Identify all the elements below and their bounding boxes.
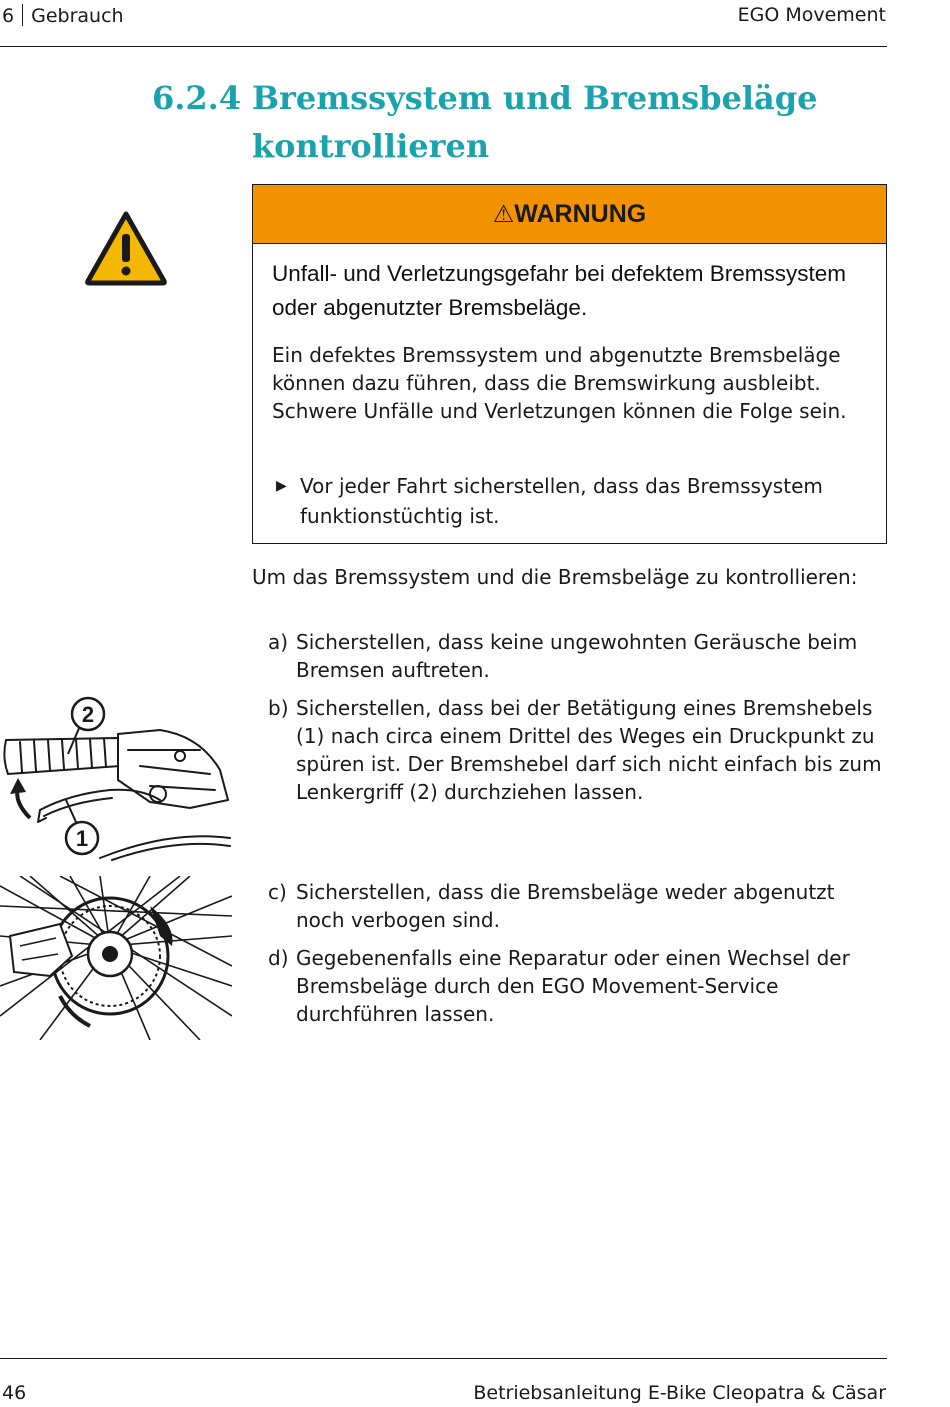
step-text: Gegebenenfalls eine Reparatur oder einen Wechsel der Bremsbeläge durch den EGO Movement-Service durchführen lassen. xyxy=(296,946,850,1026)
document-title: Betriebsanleitung E-Bike Cleopatra & Cäsar xyxy=(473,1382,886,1404)
warning-header xyxy=(253,185,886,244)
step-label: a) xyxy=(268,630,289,654)
page-number: 46 xyxy=(2,1382,27,1404)
step-label: c) xyxy=(268,880,287,904)
warning-box xyxy=(252,184,887,544)
chapter-number: 6 xyxy=(2,5,15,27)
step-text: Sicherstellen, dass die Bremsbeläge weder abgenutzt noch verbogen sind. xyxy=(296,880,835,932)
running-header-left xyxy=(2,4,124,27)
warning-body: Ein defektes Bremssystem und abgenutzte Bremsbeläge können dazu führen, dass die Bremswirkung ausbleibt. Schwere Unfälle und Verletzungen können die Folge sein. xyxy=(272,343,847,423)
callout-2: 2 xyxy=(81,702,95,727)
brand-name: EGO Movement xyxy=(737,4,886,26)
action-arrow-icon: ▶ xyxy=(276,478,287,494)
warning-small-icon: ⚠ xyxy=(492,201,515,228)
step-label: b) xyxy=(268,696,289,720)
footer-rule xyxy=(0,1358,887,1359)
chapter-title: Gebrauch xyxy=(31,5,124,27)
step-text: Sicherstellen, dass bei der Betätigung eines Bremshebels (1) nach circa einem Drittel des Weges ein Druckpunkt zu spüren ist. Der Bremshebel darf sich nicht einfach bis zum Lenkergriff (2) durchziehen lassen. xyxy=(296,696,882,804)
header-rule xyxy=(0,46,887,47)
callout-1: 1 xyxy=(75,826,89,851)
brake-lever-illustration xyxy=(0,690,232,862)
intro-text: Um das Bremssystem und die Bremsbeläge zu kontrollieren: xyxy=(252,565,858,589)
step-label: d) xyxy=(268,946,289,970)
section-title: Bremssystem und Bremsbeläge kontrollieren xyxy=(252,79,818,165)
header-divider xyxy=(22,4,23,26)
section-number: 6.2.4 xyxy=(152,79,242,117)
step-text: Sicherstellen, dass keine ungewohnten Geräusche beim Bremsen auftreten. xyxy=(296,630,858,682)
warning-label: WARNUNG xyxy=(514,200,647,228)
warning-title: Unfall- und Verletzungsgefahr bei defektem Bremssystem oder abgenutzter Bremsbeläge. xyxy=(272,261,847,320)
brake-disc-illustration xyxy=(0,876,232,1040)
warning-triangle-icon xyxy=(84,210,168,286)
warning-action-text: Vor jeder Fahrt sicherstellen, dass das Bremssystem funktionstüchtig ist. xyxy=(300,474,823,528)
